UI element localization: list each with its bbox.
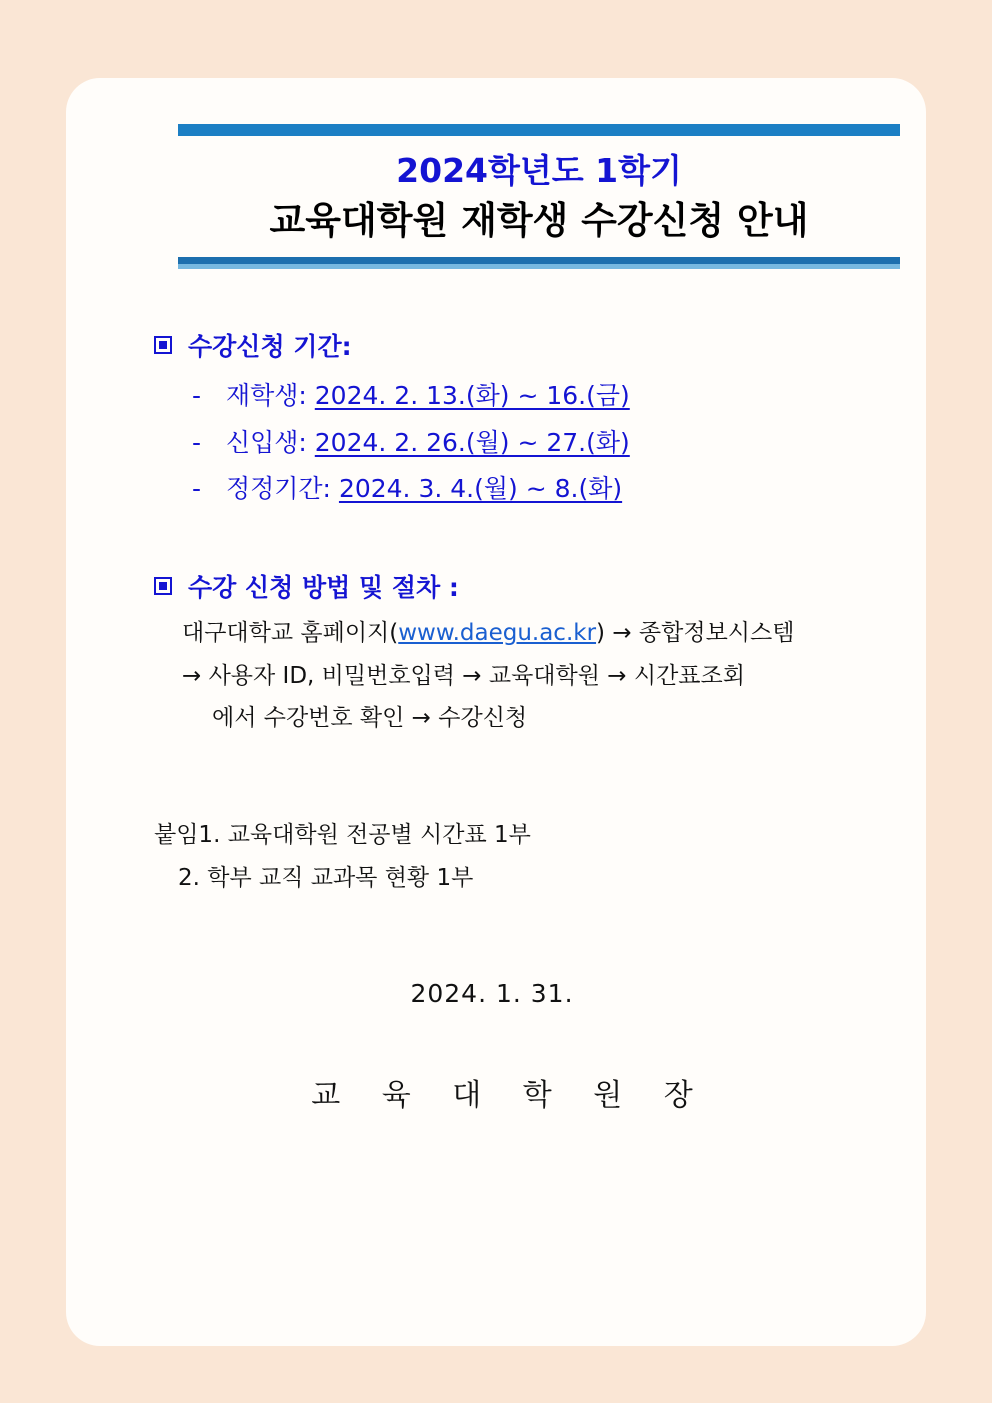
header-rule-bottom-thin	[178, 264, 900, 269]
procedure-line-2: → 사용자 ID, 비밀번호입력 → 교육대학원 → 시간표조회	[182, 662, 745, 689]
period-label-new: 신입생:	[225, 427, 307, 457]
document-inner	[66, 78, 926, 1346]
document-signer: 교 육 대 학 원 장	[311, 1078, 709, 1114]
procedure-line-1	[176, 612, 870, 655]
attachment-item-1: 붙임1. 교육대학원 전공별 시간표 1부	[154, 821, 531, 848]
procedure-line1-pre: 대구대학교 홈페이지(	[182, 620, 399, 647]
title-block	[178, 136, 900, 255]
document-page	[66, 78, 926, 1346]
section-heading-procedure-label: 수강 신청 방법 및 절차 :	[188, 573, 459, 603]
document-header	[178, 124, 854, 269]
page-title-line2: 교육대학원 재학생 수강신청 안내	[269, 199, 809, 243]
university-homepage-link[interactable]: www.daegu.ac.kr	[398, 620, 597, 647]
period-label-enrolled: 재학생:	[225, 381, 307, 411]
list-item	[192, 373, 870, 419]
procedure-line1-post: ) → 종합정보시스템	[596, 620, 795, 647]
section-procedure	[154, 568, 870, 740]
procedure-text	[154, 612, 870, 740]
period-value-new: 2024. 2. 26.(월) ~ 27.(화)	[314, 427, 630, 457]
procedure-line-3: 에서 수강번호 확인 → 수강신청	[212, 705, 528, 732]
section-heading-procedure	[154, 568, 870, 604]
list-item	[192, 420, 870, 466]
period-label-correction: 정정기간:	[225, 473, 331, 503]
list-item	[192, 466, 870, 512]
document-date: 2024. 1. 31.	[410, 979, 574, 1009]
list-dash-icon: -	[192, 473, 202, 503]
header-rule-bottom-thick	[178, 257, 900, 264]
attachment-list	[154, 814, 870, 901]
section-heading-period-label: 수강신청 기간:	[188, 332, 352, 362]
section-heading-period	[154, 327, 870, 363]
square-bullet-icon	[154, 577, 172, 595]
document-content	[122, 327, 870, 1114]
list-dash-icon: -	[192, 427, 202, 457]
page-title-line1: 2024학년도 1학기	[396, 151, 682, 190]
square-bullet-icon	[154, 336, 172, 354]
period-value-enrolled: 2024. 2. 13.(화) ~ 16.(금)	[314, 381, 630, 411]
header-rule-top	[178, 124, 900, 136]
list-dash-icon: -	[192, 381, 202, 411]
period-list	[154, 373, 870, 512]
period-value-correction: 2024. 3. 4.(월) ~ 8.(화)	[338, 473, 623, 503]
attachment-item-2: 2. 학부 교직 교과목 현황 1부	[178, 865, 474, 892]
